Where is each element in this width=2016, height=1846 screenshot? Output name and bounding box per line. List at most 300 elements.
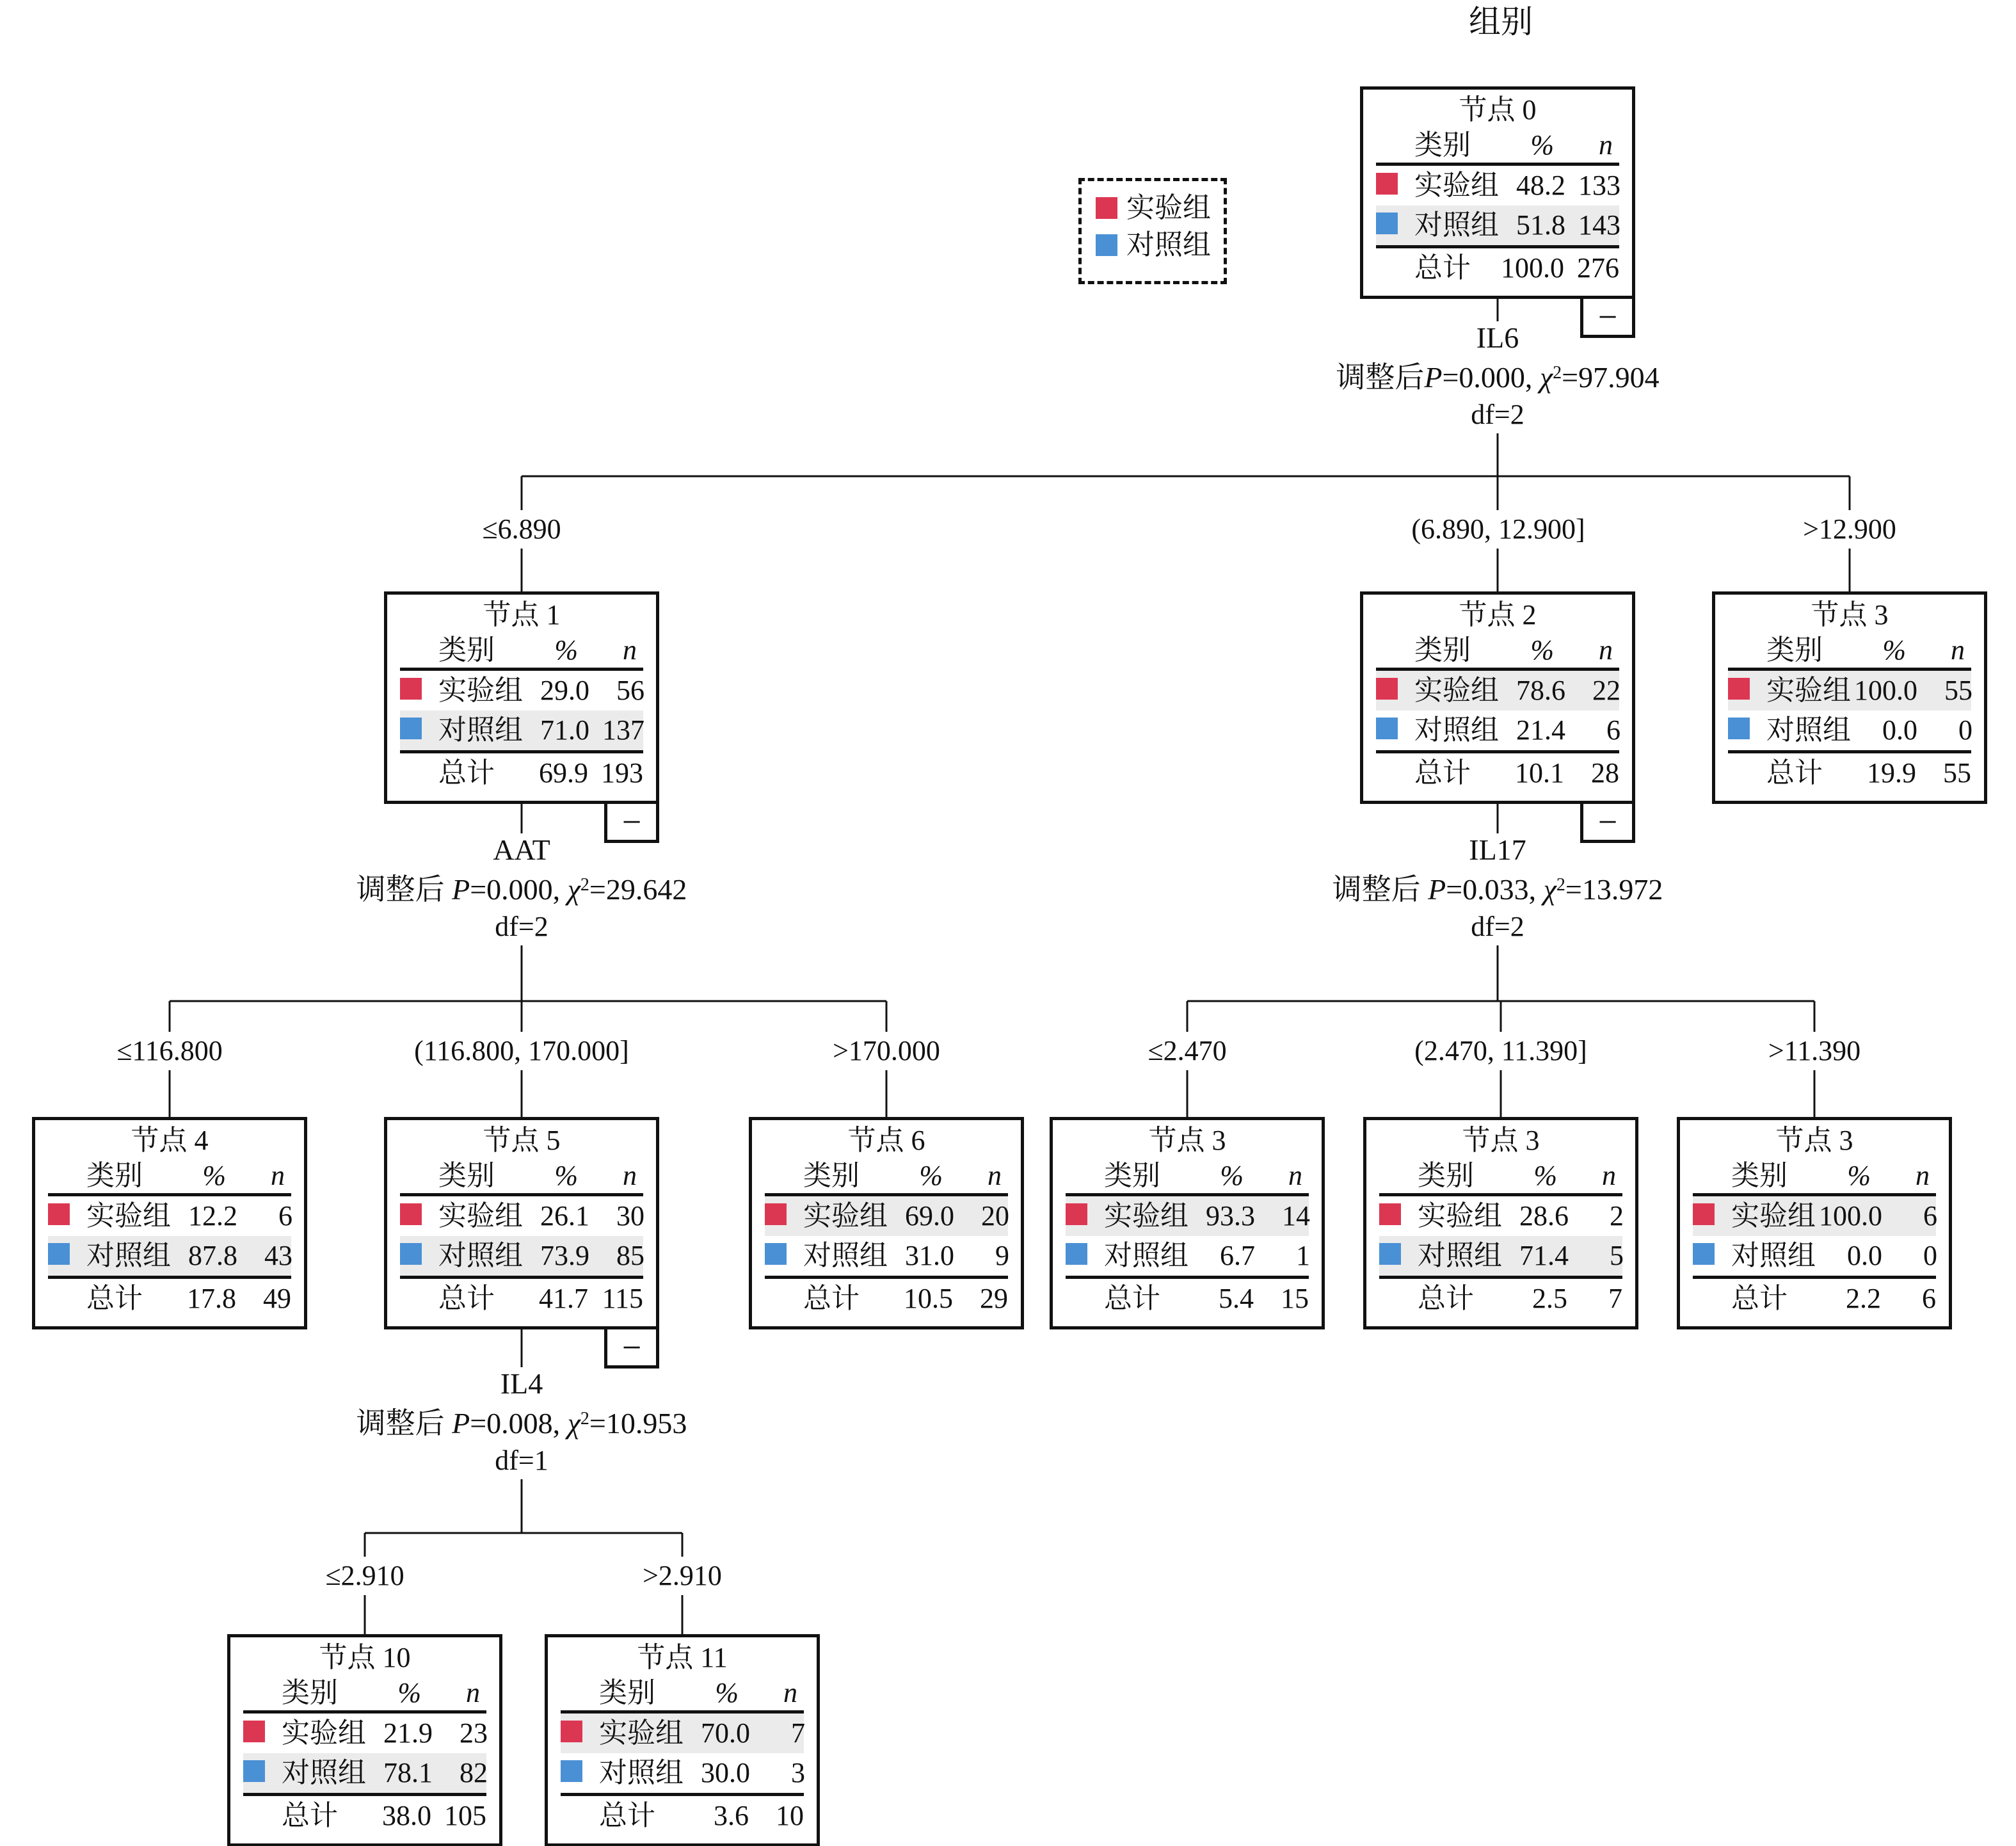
tree-node [384, 591, 659, 841]
row-group-label: 对照组 [1414, 209, 1499, 241]
branch-condition-label: >2.910 [635, 1557, 730, 1595]
row-n-value: 137 [602, 714, 644, 746]
row-percent-value: 30.0 [701, 1757, 750, 1788]
total-row [765, 1279, 1008, 1319]
header-n: n [466, 1677, 480, 1708]
node-table-header [1379, 1159, 1622, 1193]
total-label: 总计 [1418, 1283, 1474, 1314]
row-n-value: 55 [1944, 675, 1972, 706]
control-group-swatch-icon [243, 1760, 265, 1782]
header-n: n [988, 1160, 1002, 1191]
total-label: 总计 [438, 757, 495, 789]
collapse-button[interactable]: − [604, 1326, 659, 1368]
total-row [1693, 1279, 1936, 1319]
tree-node [1050, 1117, 1325, 1329]
total-label: 总计 [86, 1283, 143, 1314]
row-n-value: 6 [1606, 714, 1620, 746]
branch-condition-label: ≤116.800 [109, 1032, 230, 1070]
row-n-value: 0 [1958, 714, 1972, 746]
row-group-label: 实验组 [1104, 1200, 1188, 1232]
legend-label: 实验组 [1126, 192, 1211, 223]
header-percent: % [1530, 129, 1554, 161]
category-row [400, 1196, 643, 1236]
row-group-label: 对照组 [438, 714, 523, 746]
total-label: 总计 [803, 1283, 860, 1314]
header-n: n [623, 634, 637, 666]
branch-condition-label: (2.470, 11.390] [1407, 1032, 1595, 1070]
header-category: 类别 [1766, 634, 1823, 666]
split-variable-label: IL4 [500, 1367, 543, 1400]
row-n-value: 22 [1592, 675, 1620, 706]
header-category: 类别 [1414, 634, 1471, 666]
split-statistics-part: 2 [580, 1409, 589, 1429]
legend-item-control [1096, 230, 1210, 261]
total-n-value: 49 [263, 1283, 291, 1314]
category-row [1376, 166, 1619, 205]
row-group-label: 实验组 [803, 1200, 888, 1232]
category-row [765, 1236, 1008, 1276]
row-n-value: 2 [1610, 1200, 1624, 1232]
control-group-swatch-icon [1376, 718, 1398, 739]
total-percent-value: 69.9 [539, 757, 588, 789]
category-row [765, 1196, 1008, 1236]
total-percent-value: 19.9 [1867, 757, 1916, 789]
tree-node [1360, 86, 1635, 336]
total-percent-value: 5.4 [1219, 1283, 1254, 1314]
row-group-label: 对照组 [1418, 1240, 1502, 1271]
row-percent-value: 12.2 [188, 1200, 237, 1232]
control-group-swatch-icon [400, 718, 422, 739]
row-percent-value: 71.4 [1519, 1240, 1569, 1271]
split-statistics-part: χ [567, 873, 580, 906]
total-row [1066, 1279, 1309, 1319]
total-percent-value: 2.2 [1846, 1283, 1881, 1314]
experimental-group-swatch-icon [400, 678, 422, 700]
split-statistics-part: 2 [580, 875, 589, 895]
node-title: 节点 11 [637, 1642, 728, 1673]
row-percent-value: 100.0 [1819, 1200, 1882, 1232]
node-title: 节点 0 [1459, 94, 1537, 125]
row-percent-value: 100.0 [1854, 675, 1917, 706]
header-category: 类别 [282, 1677, 338, 1708]
row-n-value: 1 [1296, 1240, 1310, 1271]
category-row [1376, 710, 1619, 750]
header-n: n [1288, 1160, 1302, 1191]
row-n-value: 5 [1610, 1240, 1624, 1271]
total-n-value: 105 [444, 1800, 486, 1831]
tree-node [227, 1634, 502, 1846]
row-group-label: 对照组 [1766, 714, 1851, 746]
row-n-value: 133 [1578, 170, 1620, 201]
row-group-label: 实验组 [1418, 1200, 1502, 1232]
node-title: 节点 4 [131, 1125, 209, 1156]
row-percent-value: 78.6 [1516, 675, 1565, 706]
row-n-value: 85 [616, 1240, 644, 1271]
total-row [1379, 1279, 1622, 1319]
total-percent-value: 41.7 [539, 1283, 588, 1314]
split-df-label: df=2 [1471, 911, 1524, 942]
split-statistics-part: =0.033, [1446, 873, 1544, 906]
category-row [1379, 1196, 1622, 1236]
branch-condition-label: (116.800, 170.000] [406, 1032, 637, 1070]
row-group-label: 对照组 [1731, 1240, 1816, 1271]
experimental-group-swatch-icon [1376, 678, 1398, 700]
row-n-value: 7 [791, 1717, 805, 1749]
split-statistics-part: =0.000, [1442, 361, 1540, 394]
row-group-label: 对照组 [1104, 1240, 1188, 1271]
header-percent: % [1847, 1160, 1871, 1191]
node-table-header [1066, 1159, 1309, 1193]
row-percent-value: 31.0 [905, 1240, 954, 1271]
experimental-group-swatch-icon [1376, 173, 1398, 195]
tree-node [749, 1117, 1024, 1329]
control-group-swatch-icon [1379, 1243, 1401, 1265]
total-n-value: 276 [1577, 252, 1619, 284]
tree-node [1360, 591, 1635, 841]
header-n: n [271, 1160, 285, 1191]
category-row [400, 1236, 643, 1276]
node-title: 节点 6 [847, 1125, 925, 1156]
split-statistics [1332, 867, 1663, 908]
node-table-header [243, 1676, 486, 1710]
row-group-label: 实验组 [282, 1717, 366, 1749]
total-percent-value: 3.6 [714, 1800, 749, 1831]
row-group-label: 实验组 [438, 1200, 523, 1232]
header-percent: % [202, 1160, 226, 1191]
split-df-label: df=2 [495, 911, 548, 942]
total-label: 总计 [1731, 1283, 1788, 1314]
category-row [1066, 1196, 1309, 1236]
category-row [1728, 710, 1971, 750]
row-percent-value: 73.9 [540, 1240, 589, 1271]
split-statistics-part: P [1424, 361, 1443, 394]
total-n-value: 7 [1608, 1283, 1622, 1314]
split-annotation [1324, 833, 1672, 945]
total-label: 总计 [438, 1283, 495, 1314]
figure-title: 组别 [1469, 4, 1533, 40]
header-percent: % [1220, 1160, 1244, 1191]
row-percent-value: 48.2 [1516, 170, 1565, 201]
total-label: 总计 [282, 1800, 338, 1831]
split-statistics-part: P [452, 1407, 470, 1440]
collapse-button[interactable]: − [1580, 801, 1635, 843]
total-percent-value: 2.5 [1532, 1283, 1567, 1314]
node-title: 节点 3 [1775, 1125, 1853, 1156]
total-row [1376, 753, 1619, 793]
row-percent-value: 21.4 [1516, 714, 1565, 746]
row-percent-value: 51.8 [1516, 209, 1565, 241]
header-n: n [1916, 1160, 1930, 1191]
total-row [400, 1279, 643, 1319]
node-title: 节点 3 [1148, 1125, 1226, 1156]
row-group-label: 实验组 [1414, 170, 1499, 201]
experimental-group-swatch-icon [1379, 1203, 1401, 1225]
split-statistics [356, 1401, 687, 1442]
total-row [561, 1796, 804, 1836]
node-title: 节点 1 [483, 599, 561, 630]
control-group-swatch-icon [1096, 234, 1117, 256]
header-category: 类别 [1418, 1160, 1474, 1191]
row-percent-value: 70.0 [701, 1717, 750, 1749]
header-category: 类别 [1731, 1160, 1788, 1191]
total-label: 总计 [1104, 1283, 1160, 1314]
node-table-header [1376, 633, 1619, 668]
header-percent: % [1530, 634, 1554, 666]
split-statistics-part: P [452, 873, 470, 906]
experimental-group-swatch-icon [765, 1203, 787, 1225]
header-percent: % [919, 1160, 943, 1191]
split-statistics-part: =0.008, [470, 1407, 568, 1440]
experimental-group-swatch-icon [1066, 1203, 1087, 1225]
category-row [400, 710, 643, 750]
control-group-swatch-icon [1066, 1243, 1087, 1265]
experimental-group-swatch-icon [1096, 197, 1117, 219]
control-group-swatch-icon [400, 1243, 422, 1265]
tree-node [545, 1634, 820, 1846]
branch-condition-label: ≤2.470 [1140, 1032, 1234, 1070]
category-row [561, 1714, 804, 1753]
split-statistics-part: P [1428, 873, 1446, 906]
row-percent-value: 26.1 [540, 1200, 589, 1232]
header-category: 类别 [1104, 1160, 1160, 1191]
row-group-label: 实验组 [1731, 1200, 1816, 1232]
branch-condition-label: >11.390 [1761, 1032, 1868, 1070]
split-statistics-part: 调整后 [356, 1407, 452, 1440]
row-group-label: 实验组 [86, 1200, 171, 1232]
split-annotation [348, 833, 696, 945]
total-label: 总计 [599, 1800, 655, 1831]
total-row [400, 753, 643, 793]
split-variable-label: IL17 [1469, 833, 1526, 866]
category-row [561, 1753, 804, 1793]
category-row [48, 1196, 291, 1236]
total-n-value: 193 [601, 757, 643, 789]
total-n-value: 28 [1591, 757, 1619, 789]
total-percent-value: 100.0 [1501, 252, 1564, 284]
experimental-group-swatch-icon [1728, 678, 1750, 700]
experimental-group-swatch-icon [243, 1721, 265, 1742]
split-statistics-part: 2 [1553, 363, 1562, 383]
header-category: 类别 [438, 1160, 495, 1191]
row-n-value: 3 [791, 1757, 805, 1788]
node-title: 节点 10 [319, 1642, 411, 1673]
row-n-value: 82 [460, 1757, 488, 1788]
category-row [1693, 1236, 1936, 1276]
row-percent-value: 69.0 [905, 1200, 954, 1232]
header-percent: % [397, 1677, 421, 1708]
collapse-button[interactable]: − [1580, 296, 1635, 338]
node-title: 节点 3 [1462, 1125, 1540, 1156]
row-group-label: 实验组 [1414, 675, 1499, 706]
split-statistics [1336, 355, 1659, 396]
split-df-label: df=2 [1471, 399, 1524, 430]
row-group-label: 对照组 [803, 1240, 888, 1271]
row-percent-value: 0.0 [1882, 714, 1917, 746]
category-row [400, 671, 643, 710]
total-label: 总计 [1414, 252, 1471, 284]
split-statistics-part: 调整后 [356, 873, 452, 906]
header-n: n [623, 1160, 637, 1191]
experimental-group-swatch-icon [1693, 1203, 1715, 1225]
total-percent-value: 10.5 [904, 1283, 953, 1314]
row-group-label: 对照组 [438, 1240, 523, 1271]
legend-label: 对照组 [1126, 229, 1211, 261]
total-row [243, 1796, 486, 1836]
header-n: n [1599, 634, 1613, 666]
header-percent: % [554, 634, 578, 666]
node-title: 节点 3 [1811, 599, 1889, 630]
row-percent-value: 29.0 [540, 675, 589, 706]
split-df-label: df=1 [495, 1445, 548, 1476]
header-n: n [1951, 634, 1965, 666]
header-n: n [1602, 1160, 1616, 1191]
total-row [1376, 248, 1619, 288]
row-percent-value: 0.0 [1847, 1240, 1882, 1271]
total-n-value: 115 [602, 1283, 643, 1314]
node-table-header [400, 1159, 643, 1193]
control-group-swatch-icon [561, 1760, 582, 1782]
node-table-header [400, 633, 643, 668]
control-group-swatch-icon [1693, 1243, 1715, 1265]
category-row [1379, 1236, 1622, 1276]
category-row [243, 1753, 486, 1793]
split-statistics [356, 867, 687, 908]
row-group-label: 实验组 [599, 1717, 684, 1749]
row-n-value: 9 [995, 1240, 1009, 1271]
total-label: 总计 [1766, 757, 1823, 789]
row-group-label: 对照组 [282, 1757, 366, 1788]
experimental-group-swatch-icon [48, 1203, 70, 1225]
row-n-value: 143 [1578, 209, 1620, 241]
category-row [1066, 1236, 1309, 1276]
row-n-value: 14 [1282, 1200, 1310, 1232]
total-row [1728, 753, 1971, 793]
split-statistics-part: 调整后 [1332, 873, 1428, 906]
row-n-value: 6 [278, 1200, 292, 1232]
header-category: 类别 [803, 1160, 860, 1191]
row-n-value: 56 [616, 675, 644, 706]
total-percent-value: 38.0 [382, 1800, 431, 1831]
row-group-label: 对照组 [1414, 714, 1499, 746]
node-title: 节点 5 [483, 1125, 561, 1156]
node-table-header [1728, 633, 1971, 668]
total-n-value: 6 [1922, 1283, 1936, 1314]
header-category: 类别 [1414, 129, 1471, 161]
split-statistics-part: =0.000, [470, 873, 568, 906]
total-row [48, 1279, 291, 1319]
legend [1078, 178, 1227, 284]
header-n: n [783, 1677, 797, 1708]
node-table-header [1693, 1159, 1936, 1193]
row-percent-value: 93.3 [1206, 1200, 1255, 1232]
split-statistics-part: =10.953 [589, 1407, 687, 1440]
header-category: 类别 [86, 1160, 143, 1191]
row-n-value: 30 [616, 1200, 644, 1232]
total-n-value: 55 [1943, 757, 1971, 789]
split-statistics-part: χ [1543, 873, 1556, 906]
experimental-group-swatch-icon [561, 1721, 582, 1742]
node-table-header [48, 1159, 291, 1193]
category-row [1376, 671, 1619, 710]
row-n-value: 6 [1923, 1200, 1937, 1232]
header-percent: % [554, 1160, 578, 1191]
control-group-swatch-icon [48, 1243, 70, 1265]
header-percent: % [1533, 1160, 1557, 1191]
tree-node [32, 1117, 307, 1329]
header-percent: % [715, 1677, 739, 1708]
row-group-label: 实验组 [1766, 675, 1851, 706]
branch-condition-label: ≤2.910 [317, 1557, 412, 1595]
branch-condition-label: (6.890, 12.900] [1404, 510, 1592, 549]
category-row [1693, 1196, 1936, 1236]
split-statistics-part: χ [1539, 361, 1553, 394]
legend-item-experimental [1096, 193, 1210, 223]
total-percent-value: 10.1 [1515, 757, 1564, 789]
split-annotation [1327, 321, 1668, 433]
split-statistics-part: =97.904 [1562, 361, 1660, 394]
row-percent-value: 28.6 [1519, 1200, 1569, 1232]
category-row [1376, 205, 1619, 245]
total-percent-value: 17.8 [187, 1283, 236, 1314]
row-group-label: 对照组 [599, 1757, 684, 1788]
node-table-header [765, 1159, 1008, 1193]
node-title: 节点 2 [1459, 599, 1537, 630]
split-variable-label: IL6 [1476, 321, 1519, 354]
split-statistics-part: =13.972 [1565, 873, 1663, 906]
split-statistics-part: 调整后 [1336, 361, 1425, 394]
control-group-swatch-icon [765, 1243, 787, 1265]
row-group-label: 对照组 [86, 1240, 171, 1271]
tree-node [384, 1117, 659, 1367]
experimental-group-swatch-icon [400, 1203, 422, 1225]
header-n: n [1599, 129, 1613, 161]
split-statistics-part: =29.642 [589, 873, 687, 906]
row-percent-value: 87.8 [188, 1240, 237, 1271]
split-statistics-part: χ [567, 1407, 580, 1440]
control-group-swatch-icon [1376, 213, 1398, 234]
tree-node [1363, 1117, 1638, 1329]
branch-condition-label: >170.000 [825, 1032, 948, 1070]
total-n-value: 15 [1281, 1283, 1309, 1314]
header-category: 类别 [438, 634, 495, 666]
node-table-header [1376, 128, 1619, 163]
total-n-value: 10 [776, 1800, 804, 1831]
total-label: 总计 [1414, 757, 1471, 789]
collapse-button[interactable]: − [604, 801, 659, 843]
tree-node [1712, 591, 1987, 804]
category-row [48, 1236, 291, 1276]
row-percent-value: 78.1 [383, 1757, 433, 1788]
split-annotation [348, 1367, 696, 1479]
split-variable-label: AAT [493, 833, 550, 866]
split-statistics-part: 2 [1556, 875, 1565, 895]
row-group-label: 实验组 [438, 675, 523, 706]
tree-node [1677, 1117, 1952, 1329]
row-percent-value: 21.9 [383, 1717, 433, 1749]
row-n-value: 0 [1923, 1240, 1937, 1271]
row-percent-value: 6.7 [1220, 1240, 1255, 1271]
branch-condition-label: >12.900 [1795, 510, 1904, 549]
row-n-value: 23 [460, 1717, 488, 1749]
node-table-header [561, 1676, 804, 1710]
control-group-swatch-icon [1728, 718, 1750, 739]
row-n-value: 43 [264, 1240, 292, 1271]
row-percent-value: 71.0 [540, 714, 589, 746]
header-category: 类别 [599, 1677, 655, 1708]
category-row [1728, 671, 1971, 710]
total-n-value: 29 [980, 1283, 1008, 1314]
header-percent: % [1882, 634, 1906, 666]
